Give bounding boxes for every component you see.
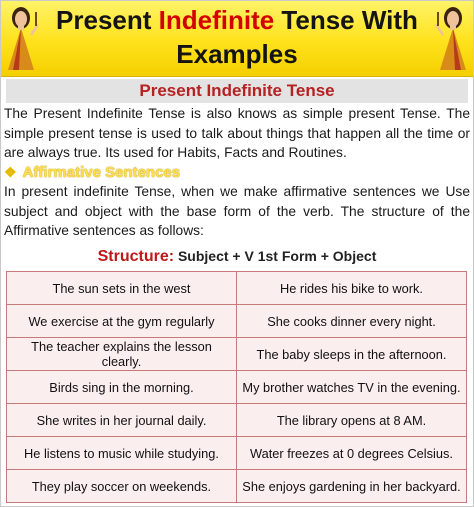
table-row [7,371,467,404]
affirmative-heading: ❖ Affirmative Sentences [4,164,181,181]
example-cell: We exercise at the gym regularly [7,305,237,338]
example-cell: She enjoys gardening in her backyard. [237,470,467,503]
affirmative-paragraph: In present indefinite Tense, when we make affirmative sentences we Use subject and object with the base form of the verb. The structure of the Affirmative sentences as follows: [4,184,470,238]
table-row [7,305,467,338]
intro-paragraph: The Present Indefinite Tense is also knows as simple present Tense. The simple present tense is used to talk about things that happen all the time or are always true. Its used for Habits, Facts and Routines. [4,106,470,160]
example-cell: Water freezes at 0 degrees Celsius. [237,437,467,470]
table-row [7,272,467,305]
example-cell: She writes in her journal daily. [7,404,237,437]
title-highlight: Indefinite [158,5,275,35]
example-cell: He listens to music while studying. [7,437,237,470]
table-row [7,470,467,503]
table-row [7,338,467,371]
teacher-icon [434,4,472,72]
example-cell: He rides his bike to work. [237,272,467,305]
examples-table [6,271,467,503]
structure-line [0,245,474,267]
structure-formula: Subject + V 1st Form + Object [177,248,377,264]
example-cell: My brother watches TV in the evening. [237,371,467,404]
header-banner [0,0,474,77]
table-row [7,437,467,470]
section-heading: Present Indefinite Tense [6,79,468,103]
structure-label: Structure: [97,248,175,265]
example-cell: Birds sing in the morning. [7,371,237,404]
page-title: Present Indefinite Tense With Examples [56,5,418,69]
example-cell: The library opens at 8 AM. [237,404,467,437]
diamond-bullet-icon: ❖ [4,164,17,180]
teacher-icon [2,4,40,72]
example-cell: The sun sets in the west [7,272,237,305]
example-cell: She cooks dinner every night. [237,305,467,338]
example-cell: The baby sleeps in the afternoon. [237,338,467,371]
table-row [7,404,467,437]
example-cell: The teacher explains the lesson clearly. [7,338,237,371]
example-cell: They play soccer on weekends. [7,470,237,503]
